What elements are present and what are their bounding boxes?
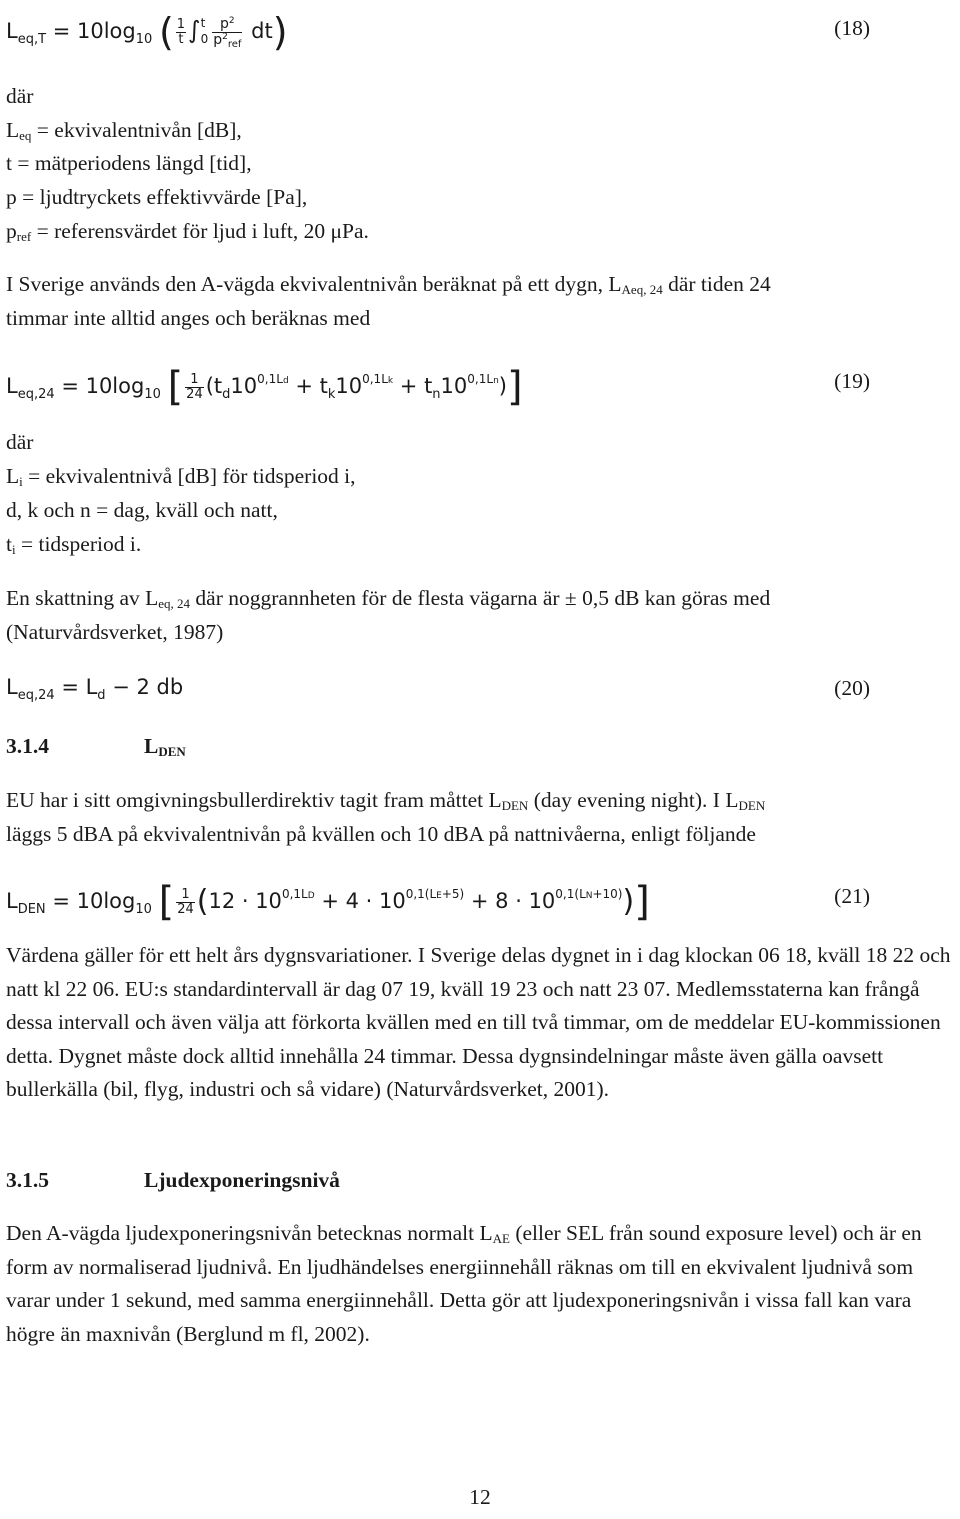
equation-number: (21) [834, 884, 870, 908]
equation-number: (19) [834, 369, 870, 393]
integral-sign: ∫ [188, 16, 201, 44]
definition-t: t = mätperiodens längd [tid], [6, 151, 252, 175]
paragraph-line: En skattning av $L_{eq, 24}$ där noggrannheten för de flesta vägarna är ± 0,5 dB kan göras med [6, 586, 771, 611]
definition-pref: $p_{ref}$ = referensvärdet för ljud i luft, 20 μPa. [6, 219, 369, 244]
paragraph-line: I Sverige används den A-vägda ekvivalentnivån beräknat på ett dygn, $L_{Aeq, 24}$ där tiden 24 [6, 272, 771, 297]
fraction-1-over-24: $\frac{1}{24}$ [177, 886, 194, 917]
section-title: Ljudexponeringsnivå [144, 1168, 340, 1192]
section-number: 3.1.5 [6, 1168, 49, 1192]
definition-leq: $L_{eq}$ = ekvivalentnivån [dB], [6, 118, 242, 143]
page-number: 12 [469, 1485, 491, 1509]
paragraph: Den A-vägda ljudexponeringsnivån betecknas normalt $L_{AE}$ (eller SEL från sound exposure level) och är en form av normaliserad ljudnivå. En ljudhändelses energiinnehåll räknas om till en ekvivalent ljudnivå som varar under 1 sekund, med samma energiinnehåll. Detta gör att ljudexponeringsnivån i vissa fall kan vara högre än maxnivån (Berglund m fl, 2002). [6, 1221, 922, 1346]
paragraph: Värdena gäller för ett helt års dygnsvariationer. I Sverige delas dygnet in i dag klockan 06 18, kväll 18 22 och natt kl 22 06. EU:s standardintervall är dag 07 19, kväll 19 23 och natt 23 07. Medlemsstaterna kan frångå dessa intervall och även välja att förkorta kvällen med en till två timmar, om de meddelar EU-kommissionen detta. Dygnet måste dock alltid innehålla 24 timmar. Dessa dygnsindelningar måste även gälla oavsett bullerkälla (bil, flyg, industri och så vidare) (Naturvårdsverket, 2001). [6, 943, 951, 1101]
fraction-1-over-24: $\frac{1}{24}$ [186, 371, 203, 402]
definition-dkn: d, k och n = dag, kväll och natt, [6, 498, 278, 522]
bracket-close: ] [634, 879, 650, 925]
equation-18: $L_{eq,T} = 10\log_{10}$ ( $\frac{1}{t}$ ∫ t 0 $\frac{p^2}{p^2_{ref}}$ dt) [6, 10, 288, 54]
fraction-1-over-t: $\frac{1}{t}$ [176, 16, 186, 47]
definition-ti: $t_i$ = tidsperiod i. [6, 532, 142, 557]
definition-p: p = ljudtryckets effektivvärde [Pa], [6, 185, 308, 209]
definition-intro: där [6, 430, 34, 454]
section-title: $L_{DEN}$ [144, 734, 186, 759]
equation-number: (18) [834, 16, 870, 40]
paragraph-line: timmar inte alltid anges och beräknas med [6, 306, 371, 330]
equation-number: (20) [834, 676, 870, 700]
paragraph-line: (Naturvårdsverket, 1987) [6, 620, 224, 644]
equation-19: $L_{eq,24} = 10\log_{10}$ [ $\frac{1}{24}$ $(t_d10^{0,1Ld} + t_k10^{0,1Lk} + t_n10^{0,1Ln})$] [6, 364, 523, 410]
paragraph-line: läggs 5 dBA på ekvivalentnivån på kvällen och 10 dBA på nattnivåerna, enligt följande [6, 822, 756, 846]
definition-li: $L_i$ = ekvivalentnivå [dB] för tidsperiod i, [6, 464, 356, 489]
bracket-close: ] [506, 364, 523, 410]
bracket-open: [ [158, 879, 175, 925]
paragraph-line: EU har i sitt omgivningsbullerdirektiv tagit fram måttet $L_{DEN}$ (day evening night). I $L_{DEN}$ [6, 788, 766, 813]
definition-intro: där [6, 84, 34, 108]
paren-open: ( [158, 10, 174, 54]
equation-21: $L_{DEN} = 10\log_{10}$ [ $\frac{1}{24}$ $(12 \cdot 10^{0,1LD} + 4 \cdot 10^{0,1(LE+5)} + 8 \cdot 10^{0,1(LN+10)})$] [6, 879, 650, 925]
section-number: 3.1.4 [6, 734, 49, 758]
integral-limits: t 0 [200, 16, 209, 46]
bracket-open: [ [167, 364, 184, 410]
paren-close: ) [272, 10, 288, 54]
fraction-p-over-pref: $\frac{p^2}{p^2_{ref}}$ [213, 15, 242, 50]
equation-20: $L_{eq,24} = L_d - 2$ db [6, 675, 184, 703]
